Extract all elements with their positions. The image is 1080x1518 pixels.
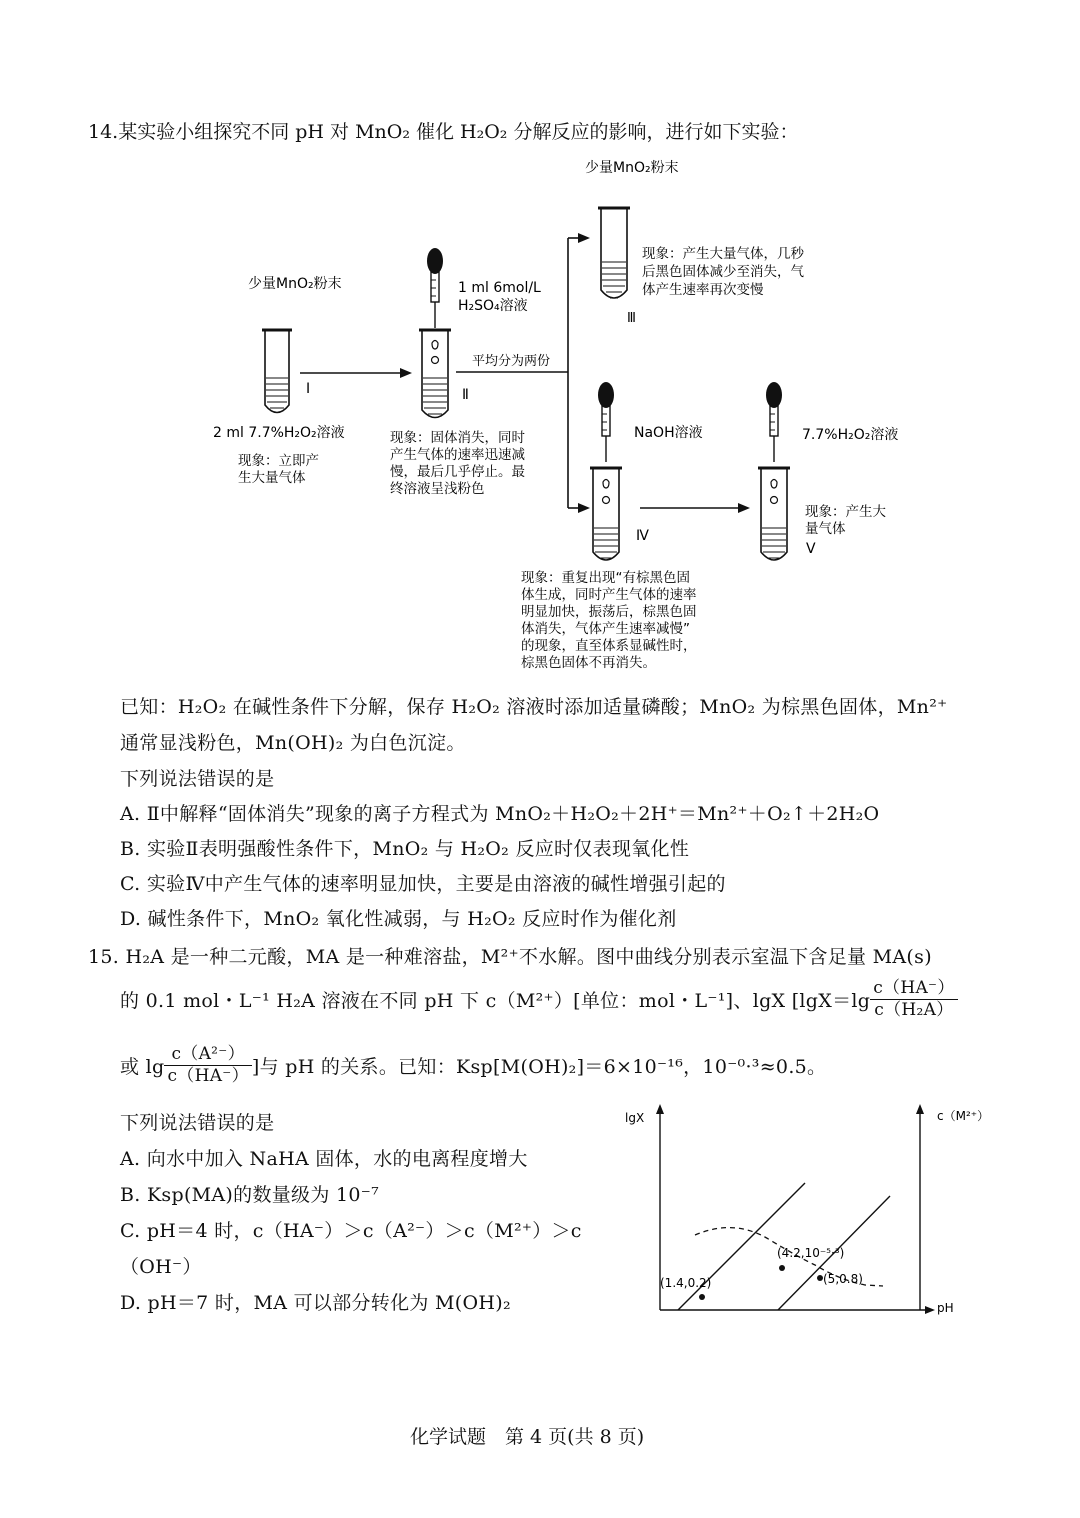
obs4-line2: 体生成，同时产生气体的速率 xyxy=(521,587,697,603)
obs4-line5: 的现象，直至体系显碱性时， xyxy=(521,638,697,654)
x-label: pH xyxy=(937,1301,954,1315)
test-tube-2 xyxy=(419,330,451,418)
mno2-label-top: 少量MnO₂粉末 xyxy=(585,160,679,176)
q15-fraction-2 xyxy=(164,1044,251,1087)
dropper-h2so4 xyxy=(427,248,443,328)
point-2 xyxy=(779,1265,785,1271)
q14-ask: 下列说法错误的是 xyxy=(120,768,275,790)
page-footer: 化学试题 第 4 页(共 8 页) xyxy=(410,1426,645,1448)
y-right-label: c（M²⁺） xyxy=(937,1109,990,1123)
q15-option-a[interactable]: A. 向水中加入 NaHA 固体，水的电离程度增大 xyxy=(120,1148,528,1170)
obs1-line2: 生大量气体 xyxy=(238,470,306,486)
tube3-label: Ⅲ xyxy=(627,311,636,326)
obs4-line4: 体消失，气体产生速率减慢” xyxy=(521,621,690,637)
q15-fraction-2-den: c（HA⁻） xyxy=(167,1066,249,1086)
point-1-label: (1.4,0.2) xyxy=(660,1276,712,1290)
q14-experiment-diagram xyxy=(0,150,1080,680)
point-1 xyxy=(699,1294,705,1300)
q15-option-d[interactable]: D. pH＝7 时，MA 可以部分转化为 M(OH)₂ xyxy=(120,1292,511,1314)
obs2-line2: 产生气体的速率迅速减 xyxy=(390,447,525,463)
q14-stem: 14.某实验小组探究不同 pH 对 MnO₂ 催化 H₂O₂ 分解反应的影响，进行如下实验： xyxy=(88,121,799,143)
q15-option-b[interactable]: B. Ksp(MA)的数量级为 10⁻⁷ xyxy=(120,1184,380,1206)
mno2-label-left: 少量MnO₂粉末 xyxy=(248,276,342,292)
naoh-label: NaOH溶液 xyxy=(634,425,703,441)
split-label: 平均分为两份 xyxy=(472,354,551,369)
q14-option-c[interactable]: C. 实验Ⅳ中产生气体的速率明显加快，主要是由溶液的碱性增强引起的 xyxy=(120,873,726,895)
point-3-label: (5,0.8) xyxy=(823,1272,863,1286)
q15-line3 xyxy=(120,1044,826,1087)
q15-option-c[interactable]: C. pH＝4 时，c（HA⁻）＞c（A²⁻）＞c（M²⁺）＞c xyxy=(120,1220,582,1242)
q15-line2 xyxy=(120,978,958,1021)
q15-line3-text-a: 或 lg xyxy=(120,1056,165,1078)
dropper-h2o2 xyxy=(766,382,782,462)
obs1-line1: 现象：立即产 xyxy=(238,453,319,469)
q14-option-d[interactable]: D. 碱性条件下，MnO₂ 氧化性减弱，与 H₂O₂ 反应时作为催化剂 xyxy=(120,908,677,930)
obs4-line1: 现象：重复出现“有棕黑色固 xyxy=(521,570,690,586)
test-tube-5 xyxy=(758,468,790,560)
q15-line1: 15. H₂A 是一种二元酸，MA 是一种难溶盐，M²⁺不水解。图中曲线分别表示室温下含足量 MA(s) xyxy=(88,946,932,968)
tube2-label: Ⅱ xyxy=(462,387,469,403)
q15-fraction-1-num: c（HA⁻） xyxy=(870,978,957,1000)
y-left-label: lgX xyxy=(625,1111,645,1125)
obs3-line2: 后黑色固体减少至消失，气 xyxy=(642,264,804,280)
obs2-line1: 现象：固体消失，同时 xyxy=(390,430,525,446)
q15-line2-text: 的 0.1 mol・L⁻¹ H₂A 溶液在不同 pH 下 c（M²⁺）[单位：mol・L⁻¹]、lgX [lgX＝lg xyxy=(120,990,871,1012)
tube5-label: Ⅴ xyxy=(806,541,816,557)
obs2-line3: 慢，最后几乎停止。最 xyxy=(390,464,525,480)
obs3-line3: 体产生速率再次变慢 xyxy=(642,282,764,298)
q14-option-a[interactable]: A. Ⅱ中解释“固体消失”现象的离子方程式为 MnO₂＋H₂O₂＋2H⁺＝Mn²⁺＋O₂↑＋2H₂O xyxy=(120,803,880,825)
tube1-label: Ⅰ xyxy=(306,381,311,397)
point-2-label: (4.2,10⁻⁵·³) xyxy=(777,1246,845,1260)
test-tube-4 xyxy=(590,468,622,560)
tube1-solution: 2 ml 7.7%H₂O₂溶液 xyxy=(213,425,345,441)
h2so4-line1: 1 ml 6mol/L xyxy=(458,280,541,296)
q15-fraction-1-den: c（H₂A） xyxy=(874,1000,954,1020)
obs2-line4: 终溶液呈浅粉色 xyxy=(390,481,485,497)
obs4-line3: 明显加快，振荡后，棕黑色固 xyxy=(521,604,697,620)
q14-known-line2: 通常显浅粉色，Mn(OH)₂ 为白色沉淀。 xyxy=(120,732,466,754)
obs5-line1: 现象：产生大 xyxy=(805,504,886,520)
h2so4-line2: H₂SO₄溶液 xyxy=(458,298,528,314)
h2o2-right-label: 7.7%H₂O₂溶液 xyxy=(802,427,899,443)
test-tube-1 xyxy=(262,330,292,413)
dropper-naoh xyxy=(598,382,614,462)
q15-chart xyxy=(615,1100,1015,1325)
obs4-line6: 棕黑色固体不再消失。 xyxy=(521,655,656,671)
test-tube-3 xyxy=(598,208,630,298)
q15-fraction-2-num: c（A²⁻） xyxy=(164,1044,251,1066)
q14-known-line1: 已知：H₂O₂ 在碱性条件下分解，保存 H₂O₂ 溶液时添加适量磷酸；MnO₂ 为棕黑色固体，Mn²⁺ xyxy=(120,696,948,718)
q15-ask: 下列说法错误的是 xyxy=(120,1112,275,1134)
tube4-label: Ⅳ xyxy=(636,528,649,544)
obs5-line2: 量气体 xyxy=(805,521,846,537)
q15-fraction-1 xyxy=(870,978,957,1021)
q14-option-b[interactable]: B. 实验Ⅱ表明强酸性条件下，MnO₂ 与 H₂O₂ 反应时仅表现氧化性 xyxy=(120,838,690,860)
obs3-line1: 现象：产生大量气体，几秒 xyxy=(642,246,804,262)
q15-option-c-cont: （OH⁻） xyxy=(120,1256,202,1278)
q15-line3-text-b: ]与 pH 的关系。已知：Ksp[M(OH)₂]＝6×10⁻¹⁶，10⁻⁰·³≈0.5。 xyxy=(251,1056,827,1078)
